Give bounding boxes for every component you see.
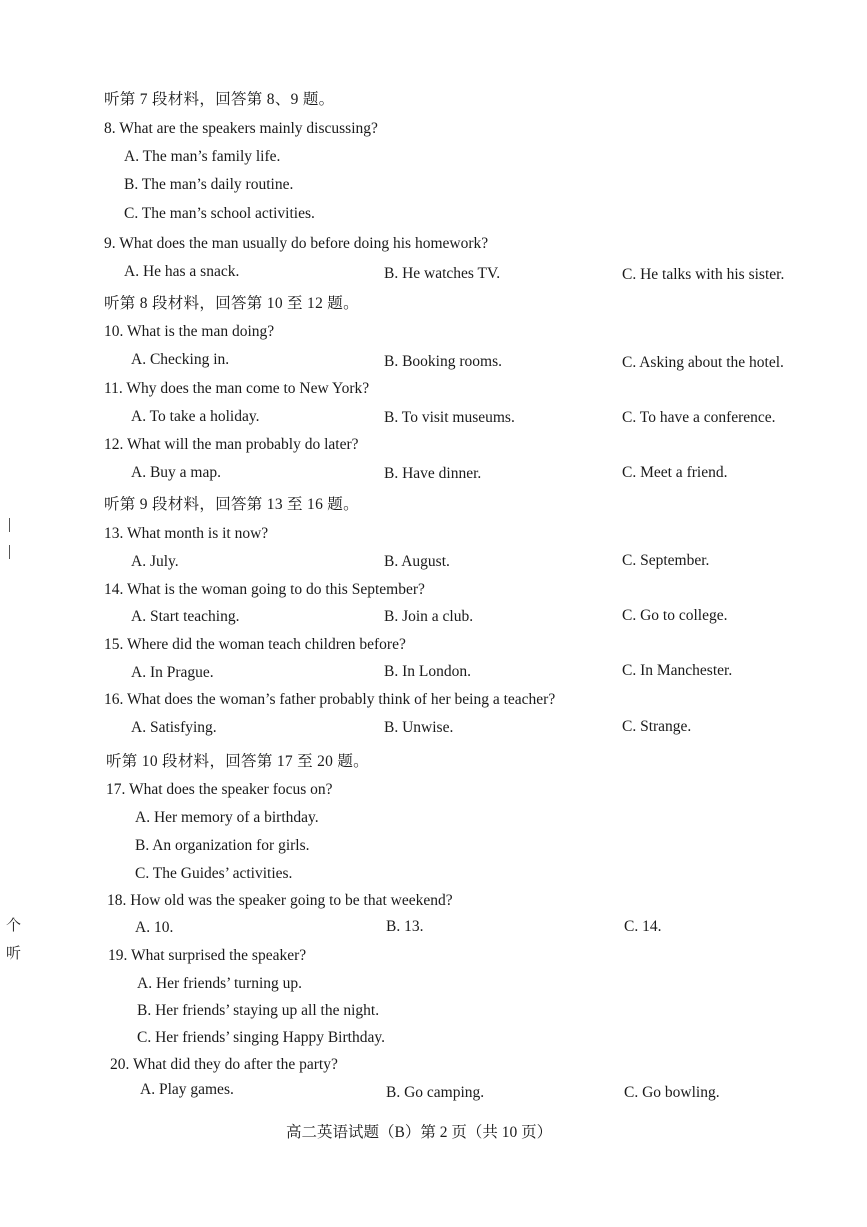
option-a: A. The man’s family life.: [124, 148, 281, 165]
margin-mark: 个: [6, 918, 22, 934]
option-b: B. August.: [384, 553, 450, 570]
option-a: A. Her memory of a birthday.: [135, 809, 319, 826]
page-footer: 高二英语试题（B）第 2 页（共 10 页）: [286, 1124, 553, 1141]
question-text: 15. Where did the woman teach children before?: [104, 636, 406, 653]
option-a: A. Buy a map.: [131, 464, 221, 481]
question-text: 18. How old was the speaker going to be that weekend?: [107, 892, 453, 909]
question-text: 9. What does the man usually do before doing his homework?: [104, 235, 489, 252]
option-a: A. In Prague.: [131, 664, 214, 681]
option-b: B. Her friends’ staying up all the night.: [137, 1002, 380, 1019]
option-b: B. He watches TV.: [384, 265, 501, 282]
option-a: A. Checking in.: [131, 351, 230, 368]
option-c: C. To have a conference.: [622, 409, 776, 426]
option-c: C. Go bowling.: [624, 1084, 720, 1101]
option-b: B. Join a club.: [384, 608, 474, 625]
option-a: A. Start teaching.: [131, 608, 240, 625]
question-text: 20. What did they do after the party?: [110, 1056, 338, 1073]
option-c: C. Meet a friend.: [622, 464, 728, 481]
question-text: 16. What does the woman’s father probably think of her being a teacher?: [104, 691, 556, 708]
option-a: A. July.: [131, 553, 179, 570]
question-text: 8. What are the speakers mainly discussing?: [104, 120, 378, 137]
option-c: C. 14.: [624, 918, 662, 935]
option-c: C. He talks with his sister.: [622, 266, 785, 283]
option-b: B. In London.: [384, 663, 471, 680]
option-a: A. To take a holiday.: [131, 408, 260, 425]
option-b: B. Unwise.: [384, 719, 454, 736]
option-b: B. Have dinner.: [384, 465, 482, 482]
option-b: B. Go camping.: [386, 1084, 485, 1101]
question-text: 14. What is the woman going to do this September?: [104, 581, 425, 598]
option-a: A. Satisfying.: [131, 719, 217, 736]
option-a: A. Play games.: [140, 1081, 234, 1098]
option-b: B. To visit museums.: [384, 409, 515, 426]
option-c: C. Go to college.: [622, 607, 728, 624]
option-a: A. He has a snack.: [124, 263, 240, 280]
question-text: 11. Why does the man come to New York?: [104, 380, 370, 397]
margin-tick: [9, 518, 10, 532]
option-c: C. The man’s school activities.: [124, 205, 315, 222]
question-text: 10. What is the man doing?: [104, 323, 275, 340]
option-c: C. The Guides’ activities.: [135, 865, 293, 882]
section-heading: 听第 8 段材料，回答第 10 至 12 题。: [104, 295, 359, 312]
option-c: C. Asking about the hotel.: [622, 354, 784, 371]
question-text: 12. What will the man probably do later?: [104, 436, 359, 453]
option-c: C. September.: [622, 552, 710, 569]
margin-mark: 听: [6, 946, 22, 962]
option-a: A. 10.: [135, 919, 174, 936]
margin-tick: [9, 545, 10, 559]
option-b: B. Booking rooms.: [384, 353, 502, 370]
section-heading: 听第 7 段材料，回答第 8、9 题。: [104, 91, 335, 108]
option-c: C. Strange.: [622, 718, 692, 735]
question-text: 17. What does the speaker focus on?: [106, 781, 333, 798]
option-a: A. Her friends’ turning up.: [137, 975, 303, 992]
section-heading: 听第 9 段材料，回答第 13 至 16 题。: [104, 496, 359, 513]
option-b: B. 13.: [386, 918, 424, 935]
question-text: 13. What month is it now?: [104, 525, 269, 542]
section-heading: 听第 10 段材料，回答第 17 至 20 题。: [106, 753, 369, 770]
option-b: B. An organization for girls.: [135, 837, 310, 854]
option-c: C. Her friends’ singing Happy Birthday.: [137, 1029, 385, 1046]
option-b: B. The man’s daily routine.: [124, 176, 294, 193]
question-text: 19. What surprised the speaker?: [108, 947, 307, 964]
option-c: C. In Manchester.: [622, 662, 733, 679]
